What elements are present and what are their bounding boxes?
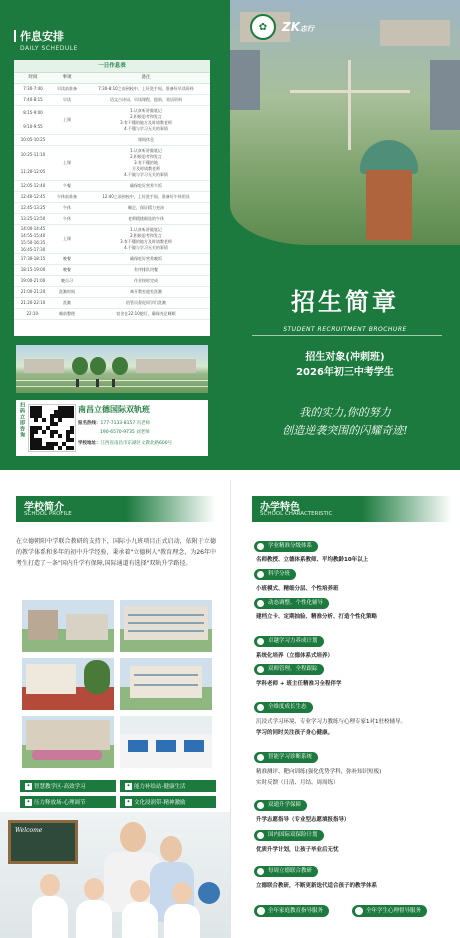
row-item: 午休前准备: [57, 194, 77, 199]
qr-code[interactable]: [28, 404, 76, 452]
schedule-header: [14, 28, 214, 52]
schedule-table: [14, 60, 210, 336]
profile-text: 在立德朝阳中学联合教研的支持下，国际小九班项目正式启动，依附于立德的教学体系和多年的初中升学经验，秉承着"立德树人"教育理念，为26年中考生打造了一条"国内升学有保障,国际通道有选择"双轨升学路径。: [16, 538, 216, 567]
qr-module: [70, 414, 74, 418]
col-time: 时间: [28, 75, 38, 80]
feature-text: 建档立卡、定期抽验、精准分析、打造个性化策略: [256, 614, 378, 620]
heart-icon: [257, 907, 265, 915]
row-item: 午休: [63, 216, 71, 221]
row-note: [82, 106, 210, 134]
feature-text: 升学志愿指导（专业型志愿填报指导）: [256, 817, 350, 823]
time-value: 15:50-16:35: [20, 239, 46, 245]
qr-module: [70, 446, 74, 450]
time-value: 21:00-21:20: [20, 289, 46, 294]
table-row: [14, 254, 210, 265]
campus-roof: [430, 60, 460, 130]
note-line: 老师精挑细选的午休: [128, 216, 164, 221]
check-icon: [257, 868, 264, 875]
check-icon: [257, 704, 264, 711]
feature-text: 优质升学计划，让孩子毕业后无忧: [256, 847, 339, 853]
profile-tag: ✦ 压力释放场-心理调节: [20, 796, 116, 808]
feature-pill: 科学分班: [254, 569, 296, 580]
row-note: [82, 287, 210, 297]
note-line: 3.有不懂的地: [134, 160, 158, 165]
note-line: 3.有不懂的地方及时请教老师: [120, 239, 172, 244]
row-time: [14, 84, 52, 94]
table-row: [14, 225, 210, 254]
table-row: [14, 276, 210, 287]
time-value: 13:25-13:50: [20, 216, 46, 221]
table-row: [14, 298, 210, 309]
row-note: [82, 265, 210, 275]
row-item: 午休: [63, 205, 71, 210]
row-time: [14, 135, 52, 145]
note-line: 方及时请教老师: [132, 166, 160, 171]
table-row: [14, 135, 210, 146]
table-row: [14, 106, 210, 135]
time-value: 12:05-12:40: [20, 183, 46, 188]
row-time: [14, 203, 52, 213]
row-item: 上课: [63, 160, 71, 165]
feature-text: 小班模式、精细分层、个性培养班: [256, 586, 339, 592]
row-item: 午餐: [63, 183, 71, 188]
family-photo: [0, 812, 230, 938]
row-time: [14, 309, 52, 319]
qr-module: [34, 418, 38, 422]
feature-text: 名师教授、立德体系教师、平均教龄10年以上: [256, 557, 369, 563]
note-line: 2.积极思考和发言: [130, 233, 162, 238]
table-row: [14, 214, 210, 225]
campus-dome: [360, 140, 418, 174]
note-line: 1.认真听讲做笔记: [130, 148, 162, 153]
child-shirt: [32, 896, 68, 938]
phone-2[interactable]: 190-6570-9735 刘老师: [100, 430, 150, 435]
service-pill-psych: 全年学生心理督导服务: [352, 905, 427, 917]
row-note: [82, 276, 210, 286]
time-value: 10:25-11:10: [20, 151, 46, 157]
chalkboard: Welcome: [8, 820, 78, 864]
row-item: 上课: [63, 236, 71, 241]
row-note: [82, 135, 210, 145]
row-note: [82, 84, 210, 94]
time-value: 14:55-15:40: [20, 232, 46, 238]
row-note: [82, 203, 210, 213]
table-title: 一日作息表: [14, 60, 210, 73]
features-header: [252, 496, 452, 522]
row-item: 晚餐: [63, 256, 71, 261]
campus-photo: [22, 600, 114, 652]
time-value: 19:00-21:00: [20, 278, 46, 283]
time-value: 22:10-: [26, 311, 40, 316]
time-value: 7:30-7:40: [23, 86, 43, 91]
time-value: 12:45-13:25: [20, 205, 46, 210]
row-note: [82, 254, 210, 264]
photo-tree: [72, 357, 88, 375]
time-value: 12:40-12:45: [20, 194, 46, 199]
time-value: 16:45-17:30: [20, 246, 46, 252]
row-time: [14, 287, 52, 297]
row-time: [14, 181, 52, 191]
table-row: [14, 265, 210, 276]
qr-module: [70, 438, 74, 442]
row-time: [14, 214, 52, 224]
table-row: [14, 309, 210, 320]
photo-tree: [90, 357, 106, 375]
sports-field-photo: [16, 345, 208, 393]
phone-line-1: [78, 420, 150, 426]
photo-building: [136, 359, 196, 373]
phone-label: 报名热线：: [78, 421, 101, 426]
campus-roof: [230, 50, 260, 110]
address-label: 学校地址：: [78, 441, 101, 446]
school-name: 南昌立德国际双轨班: [78, 404, 150, 414]
seal-logo-icon: ✿: [250, 14, 276, 40]
profile-tag: ✦ 智慧教学区-高效学习: [20, 780, 116, 792]
target-line-2: 2026年初三中考学生: [296, 367, 394, 378]
time-value: 8:15-9:00: [23, 110, 43, 115]
feature-text: 学科老师 + 班主任精准习全程伴学: [256, 681, 342, 687]
qr-module: [50, 434, 54, 438]
child-head: [40, 874, 60, 896]
row-time: [14, 254, 52, 264]
note-line: 1.认真听讲做笔记: [130, 227, 162, 232]
note-line: 2.积极思考和发言: [130, 114, 162, 119]
child-shirt: [76, 900, 112, 938]
note-line: 睡足，保证精力充沛: [128, 205, 164, 210]
child-shirt: [122, 902, 158, 938]
hero-title-en: STUDENT RECRUITMENT BROCHURE: [283, 326, 407, 333]
feature-pill: 每周立德联合教研: [254, 866, 318, 877]
note-line: 7:30-8:10之前到校中，上好洗手间，准备好早读资料: [98, 86, 194, 91]
logo-text: ZK: [282, 20, 300, 34]
note-line: 作业按时完成: [134, 278, 158, 283]
col-item: 事项: [62, 75, 72, 80]
check-icon: [257, 754, 264, 761]
note-line: 12:40之前到校中，上好洗手间，准备好午休用具: [102, 194, 190, 199]
profile-header: [16, 496, 216, 522]
person-head: [160, 836, 182, 862]
row-note: [82, 225, 210, 253]
row-item: 上课: [63, 117, 71, 122]
row-time: [14, 276, 52, 286]
feature-pill: 智能学习诊断系统: [254, 752, 318, 763]
feature-pill: 双通升学保障: [254, 800, 307, 811]
phone-1[interactable]: 177-7133-8157 冯老师: [100, 421, 151, 426]
photo-tree: [112, 357, 128, 375]
note-line: 宿管员督促同学们洗漱: [126, 300, 166, 305]
row-item: [52, 135, 82, 145]
profile-title: 学校简介: [24, 502, 64, 513]
time-value: 10:05-10:25: [20, 137, 46, 142]
person-head: [120, 822, 146, 852]
campus-tower: [366, 170, 412, 240]
campus-building: [380, 20, 450, 46]
slogan-line-1: 我的实力,你的努力: [299, 406, 391, 419]
time-value: 17:30-18:15: [20, 256, 46, 261]
table-row: [14, 84, 210, 95]
brand-logo: [250, 14, 314, 40]
tag-icon: ✦: [126, 799, 131, 805]
qr-module: [54, 422, 58, 426]
check-icon: [257, 638, 264, 645]
qr-module: [34, 430, 38, 434]
tag-icon: ✦: [26, 799, 31, 805]
heart-icon: [355, 907, 363, 915]
col-note: 备注: [141, 75, 151, 80]
row-note: [82, 146, 210, 180]
note-line: 1.认真听讲做笔记: [130, 108, 162, 113]
time-value: 11:20-12:05: [20, 168, 46, 174]
feature-pill: 全维度成长生态: [254, 702, 313, 713]
note-line: 3.有不懂的地方及时请教老师: [120, 120, 172, 125]
row-item: 晚餐: [63, 267, 71, 272]
row-time: [14, 95, 52, 105]
feature-text-2: 学习的同时关注孩子身心健康。: [256, 730, 334, 736]
feature-text: 沉浸式学习环境、专业学习力教练与心理专家1对1驻校辅导。: [256, 719, 407, 725]
row-time: [14, 192, 52, 202]
time-value: 18:15-19:00: [20, 267, 46, 272]
row-item: 晚自习: [61, 278, 73, 283]
table-row: [14, 95, 210, 106]
campus-photo: [120, 600, 212, 652]
note-line: 离开教室寝室洗漱: [130, 289, 162, 294]
column-divider: [230, 480, 231, 938]
tag-icon: ✦: [126, 783, 131, 789]
qr-module: [50, 446, 54, 450]
child-head: [84, 878, 104, 900]
runner-figure: [76, 379, 79, 387]
note-line: 4.不做与学习无关的事情: [124, 245, 168, 250]
check-icon: [257, 543, 264, 550]
row-note: [82, 214, 210, 224]
row-time: [14, 225, 52, 253]
hero-title: 招生简章: [291, 288, 399, 316]
feature-pill: 双师管理，全程跟踪: [254, 664, 324, 675]
feature-text: 精准测评、靶向训练(强化优势学科，弥补知识短板): [256, 769, 382, 775]
note-line: 4.不懂与学习无关的事情: [124, 126, 168, 131]
target-line-1: 招生对象(冲刺班): [305, 352, 385, 363]
qr-module: [58, 418, 62, 422]
note-line: 宿舍在22:10熄灯，确保充足睡眠: [116, 311, 176, 316]
row-time: [14, 265, 52, 275]
feature-text: 系统化培养（立德体系式培养）: [256, 653, 334, 659]
profile-subtitle: SCHOOL PROFILE: [24, 511, 72, 517]
row-item: 睡前整理: [59, 311, 75, 316]
logo-sub: 志行: [300, 25, 314, 33]
row-item: 早读前准备: [57, 86, 77, 91]
schedule-subtitle: DAILY SCHEDULE: [20, 45, 78, 52]
runner-figure: [112, 379, 115, 387]
check-icon: [257, 802, 264, 809]
note-line: 确保吃好营养午饭: [130, 183, 162, 188]
classroom-photo: [120, 716, 212, 768]
campus-photo: [22, 716, 114, 768]
check-icon: [257, 666, 264, 673]
qr-module: [42, 418, 46, 422]
photo-building: [24, 359, 64, 373]
contact-card: [16, 400, 208, 456]
slogan-line-2: 创造逆袭突围的闪耀奇迹!: [282, 424, 408, 437]
campus-photo: [22, 658, 114, 710]
row-note: [82, 309, 210, 319]
row-time: [14, 298, 52, 308]
child-shirt: [164, 904, 200, 938]
feature-pill: 国内国际双保险计划: [254, 830, 324, 841]
time-value: 9:10-9:55: [23, 124, 43, 129]
table-row: [14, 287, 210, 298]
title-bar-mark: [14, 30, 16, 42]
qr-module: [58, 446, 62, 450]
row-note: [82, 298, 210, 308]
child-head: [130, 880, 150, 902]
feature-pill: 动态调整、个性化辅导: [254, 598, 329, 609]
feature-pill: 学业精准分级体系: [254, 541, 318, 552]
note-line: 课间休息: [138, 137, 154, 142]
time-value: 14:00-14:45: [20, 225, 46, 231]
check-icon: [257, 571, 264, 578]
tag-icon: ✦: [26, 783, 31, 789]
table-header-row: [14, 73, 210, 84]
row-time: [14, 106, 52, 134]
features-title: 办学特色: [260, 502, 300, 513]
runner-figure: [96, 379, 99, 387]
qr-module: [42, 430, 46, 434]
qr-module: [70, 430, 74, 434]
time-value: 21:20-22:10: [20, 300, 46, 305]
note-line: 有序排队用餐: [134, 267, 158, 272]
qr-label: 扫码立即咨询: [19, 402, 25, 438]
feature-text-2: 实时反馈（日清、月结、周周练）: [256, 780, 339, 786]
table-row: [14, 146, 210, 181]
feature-text: 立德联合教研，不断更新迭代适合孩子的教学体系: [256, 883, 378, 889]
row-time: [14, 146, 52, 180]
service-pill-family: 全年家庭教育指导服务: [254, 905, 329, 917]
note-line: 4.不做与学习无关的事情: [124, 172, 168, 177]
row-item: 洗漱: [63, 300, 71, 305]
row-note: [82, 95, 210, 105]
row-item: 早读: [63, 97, 71, 102]
feature-pill: 卓越学习力养成计划: [254, 636, 324, 647]
row-note: [82, 181, 210, 191]
schedule-title: 作息安排: [20, 30, 64, 43]
note-line: 2.积极思考和发言: [130, 154, 162, 159]
profile-tag: ✦ 能力补给站-健康生活: [120, 780, 216, 792]
globe-icon: [198, 882, 220, 904]
features-subtitle: SCHOOL CHARACTERISTIC: [260, 511, 333, 517]
note-line: 确保吃好营养晚饭: [130, 256, 162, 261]
table-row: [14, 203, 210, 214]
hero-divider: [252, 335, 442, 336]
row-item: 洗漱时间: [59, 289, 75, 294]
note-line: 语文古诗词、早读课程、提前、英语资料: [110, 97, 182, 102]
time-value: 7:40-8:15: [23, 97, 43, 102]
address: 江西省南昌市东湖区文教北路600号: [100, 441, 173, 446]
profile-tag: ✦ 文化浸润带-精神激励: [120, 796, 216, 808]
table-row: [14, 192, 210, 203]
child-head: [172, 882, 192, 904]
table-body: [14, 84, 210, 320]
campus-photo: [120, 658, 212, 710]
check-icon: [257, 832, 264, 839]
check-icon: [257, 600, 264, 607]
row-note: [82, 192, 210, 202]
campus-path: [348, 60, 351, 150]
address-line: [78, 440, 172, 446]
qr-module: [58, 434, 62, 438]
table-row: [14, 181, 210, 192]
